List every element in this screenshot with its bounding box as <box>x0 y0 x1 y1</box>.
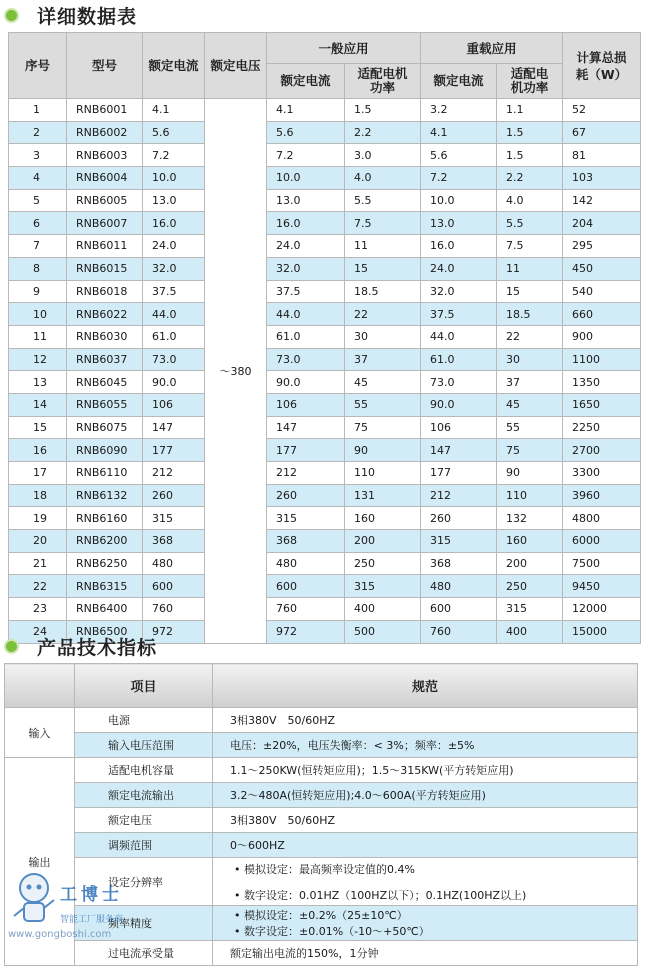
table-cell: 160 <box>497 530 563 553</box>
table-cell: 15 <box>497 280 563 303</box>
table-cell: 3 <box>9 144 67 167</box>
tech-spec-header: 规范 <box>213 664 638 708</box>
table-cell: 16.0 <box>143 212 205 235</box>
table-cell: 22 <box>497 325 563 348</box>
table-cell: 4.1 <box>267 99 345 122</box>
table-cell: 45 <box>497 393 563 416</box>
table-cell: RNB6007 <box>67 212 143 235</box>
table-cell: 260 <box>267 484 345 507</box>
table-cell: RNB6002 <box>67 121 143 144</box>
tech-value: 3相380V 50/60HZ <box>213 708 638 733</box>
table-cell: RNB6018 <box>67 280 143 303</box>
table-cell: RNB6315 <box>67 575 143 598</box>
table-cell: 600 <box>267 575 345 598</box>
table-cell: 7500 <box>563 552 641 575</box>
table-cell: 315 <box>421 530 497 553</box>
table-cell: 37.5 <box>267 280 345 303</box>
table-cell: 540 <box>563 280 641 303</box>
table-cell: 19 <box>9 507 67 530</box>
table-row <box>9 416 641 439</box>
tech-table <box>4 663 638 966</box>
table-cell: RNB6090 <box>67 439 143 462</box>
table-cell: RNB6250 <box>67 552 143 575</box>
tech-item: 调频范围 <box>75 833 213 858</box>
table-row <box>9 167 641 190</box>
table-cell: 4 <box>9 167 67 190</box>
table-cell: 295 <box>563 235 641 258</box>
table-cell: 7.2 <box>143 144 205 167</box>
table-row <box>9 121 641 144</box>
general-power-header: 适配电机功率 <box>345 64 421 99</box>
table-cell: 368 <box>421 552 497 575</box>
tech-item-header: 项目 <box>75 664 213 708</box>
table-cell: 30 <box>497 348 563 371</box>
tech-item: 输入电压范围 <box>75 733 213 758</box>
table-cell: 5.5 <box>345 189 421 212</box>
heavy-current-header: 额定电流 <box>421 64 497 99</box>
table-cell: 44.0 <box>267 303 345 326</box>
table-cell: 5.6 <box>267 121 345 144</box>
watermark-subtitle: 智能工厂服务商 <box>60 915 124 925</box>
table-cell: RNB6132 <box>67 484 143 507</box>
table-row <box>9 462 641 485</box>
general-current-header: 额定电流 <box>267 64 345 99</box>
table-cell: 6000 <box>563 530 641 553</box>
table-row <box>9 393 641 416</box>
watermark-url: www.gongboshi.com <box>8 929 112 940</box>
table-cell: 3960 <box>563 484 641 507</box>
col-loss-header: 计算总损耗（W） <box>563 33 641 99</box>
table-cell: 37 <box>497 371 563 394</box>
table-cell: 1350 <box>563 371 641 394</box>
table-cell: 368 <box>143 530 205 553</box>
table-cell: 600 <box>421 598 497 621</box>
tech-value: 3相380V 50/60HZ <box>213 808 638 833</box>
table-cell: 67 <box>563 121 641 144</box>
table-cell: RNB6030 <box>67 325 143 348</box>
table-cell: 10.0 <box>143 167 205 190</box>
table-cell: RNB6022 <box>67 303 143 326</box>
table-cell: 45 <box>345 371 421 394</box>
table-cell: 110 <box>497 484 563 507</box>
tech-item: 额定电流输出 <box>75 783 213 808</box>
tech-item: 额定电压 <box>75 808 213 833</box>
table-row <box>9 439 641 462</box>
table-cell: RNB6200 <box>67 530 143 553</box>
table-cell: 32.0 <box>267 257 345 280</box>
table-cell: 4.0 <box>497 189 563 212</box>
table-cell: 250 <box>497 575 563 598</box>
table-cell: 400 <box>345 598 421 621</box>
tech-item: 电源 <box>75 708 213 733</box>
table-cell: 204 <box>563 212 641 235</box>
table-cell: 24.0 <box>267 235 345 258</box>
table-cell: RNB6110 <box>67 462 143 485</box>
table-cell: 1.5 <box>497 144 563 167</box>
table-cell: 1.5 <box>345 99 421 122</box>
table-cell: 1650 <box>563 393 641 416</box>
table-cell: 7.5 <box>345 212 421 235</box>
table-cell: 5.6 <box>421 144 497 167</box>
table-cell: 1 <box>9 99 67 122</box>
table-cell: 7.2 <box>267 144 345 167</box>
col-rated-voltage-header: 额定电压 <box>205 33 267 99</box>
table-cell: 14 <box>9 393 67 416</box>
table-cell: 212 <box>143 462 205 485</box>
table-cell: 22 <box>345 303 421 326</box>
col-index-header: 序号 <box>9 33 67 99</box>
table-cell: 480 <box>143 552 205 575</box>
table-cell: 106 <box>421 416 497 439</box>
table-cell: 106 <box>267 393 345 416</box>
table-cell: 1.5 <box>497 121 563 144</box>
table-cell: 4.0 <box>345 167 421 190</box>
table-cell: 32.0 <box>143 257 205 280</box>
table-cell: RNB6004 <box>67 167 143 190</box>
table-cell: 106 <box>143 393 205 416</box>
accuracy-line: • 数字设定：±0.01%（-10～+50℃） <box>230 923 636 939</box>
table-cell: 2.2 <box>497 167 563 190</box>
table-cell: 315 <box>267 507 345 530</box>
table-cell: 600 <box>143 575 205 598</box>
heavy-application-header: 重载应用 <box>421 33 563 64</box>
table-row <box>9 303 641 326</box>
table-cell: 5.5 <box>497 212 563 235</box>
table-cell: 55 <box>345 393 421 416</box>
tech-value <box>213 906 638 941</box>
table-cell: 7.2 <box>421 167 497 190</box>
rated-voltage-cell: ～380 <box>205 99 267 644</box>
table-cell: 212 <box>421 484 497 507</box>
table-cell: 147 <box>267 416 345 439</box>
table-cell: 61.0 <box>421 348 497 371</box>
table-cell: 177 <box>421 462 497 485</box>
table-cell: 24.0 <box>143 235 205 258</box>
table-cell: 760 <box>267 598 345 621</box>
tech-header-blank <box>5 664 75 708</box>
table-cell: 13 <box>9 371 67 394</box>
spec-table-body <box>9 99 641 644</box>
table-cell: 52 <box>563 99 641 122</box>
table-cell: 13.0 <box>267 189 345 212</box>
spec-title-text: 详细数据表 <box>37 5 138 28</box>
table-cell: 37.5 <box>143 280 205 303</box>
table-cell: 260 <box>143 484 205 507</box>
table-row <box>9 507 641 530</box>
tech-value: 1.1～250KW(恒转矩应用)；1.5～315KW(平方转矩应用) <box>213 758 638 783</box>
table-cell: 3300 <box>563 462 641 485</box>
table-cell: 315 <box>143 507 205 530</box>
table-cell: 75 <box>345 416 421 439</box>
table-cell: 73.0 <box>421 371 497 394</box>
table-cell: RNB6500 <box>67 620 143 643</box>
table-cell: 480 <box>421 575 497 598</box>
tech-item: 过电流承受量 <box>75 941 213 966</box>
table-row <box>9 575 641 598</box>
table-cell: 4.1 <box>421 121 497 144</box>
table-cell: 22 <box>9 575 67 598</box>
table-cell: 16 <box>9 439 67 462</box>
table-cell: 5 <box>9 189 67 212</box>
table-cell: RNB6001 <box>67 99 143 122</box>
table-cell: 972 <box>267 620 345 643</box>
table-cell: 30 <box>345 325 421 348</box>
tech-item: 适配电机容量 <box>75 758 213 783</box>
table-cell: 73.0 <box>143 348 205 371</box>
table-cell: 90.0 <box>267 371 345 394</box>
table-cell: 37 <box>345 348 421 371</box>
resolution-line: • 数字设定：0.01HZ（100HZ以下）；0.1HZ(100HZ以上) <box>230 887 636 903</box>
table-cell: 73.0 <box>267 348 345 371</box>
table-row <box>9 257 641 280</box>
heavy-power-header: 适配电机功率 <box>497 64 563 99</box>
table-cell: 15 <box>345 257 421 280</box>
tech-value: 额定输出电流的150%，1分钟 <box>213 941 638 966</box>
table-cell: 4.1 <box>143 99 205 122</box>
table-cell: 7.5 <box>497 235 563 258</box>
table-cell: 17 <box>9 462 67 485</box>
table-cell: 75 <box>497 439 563 462</box>
table-cell: 12 <box>9 348 67 371</box>
bullet-dot-icon <box>4 639 19 654</box>
table-cell: 2700 <box>563 439 641 462</box>
table-row <box>9 280 641 303</box>
table-cell: 10 <box>9 303 67 326</box>
table-cell: 315 <box>497 598 563 621</box>
table-cell: RNB6055 <box>67 393 143 416</box>
table-cell: RNB6005 <box>67 189 143 212</box>
watermark-brand: 工博士 <box>60 885 123 905</box>
table-cell: 1100 <box>563 348 641 371</box>
table-cell: 760 <box>143 598 205 621</box>
table-cell: 972 <box>143 620 205 643</box>
table-cell: 400 <box>497 620 563 643</box>
table-cell: 6 <box>9 212 67 235</box>
table-cell: 147 <box>143 416 205 439</box>
table-cell: 2.2 <box>345 121 421 144</box>
table-cell: 23 <box>9 598 67 621</box>
table-cell: 11 <box>497 257 563 280</box>
table-cell: 2250 <box>563 416 641 439</box>
table-cell: 132 <box>497 507 563 530</box>
table-cell: 260 <box>421 507 497 530</box>
table-cell: RNB6400 <box>67 598 143 621</box>
table-cell: 18.5 <box>497 303 563 326</box>
table-cell: 61.0 <box>267 325 345 348</box>
table-cell: RNB6160 <box>67 507 143 530</box>
table-row <box>9 189 641 212</box>
table-cell: 55 <box>497 416 563 439</box>
table-row <box>9 212 641 235</box>
table-cell: 900 <box>563 325 641 348</box>
table-cell: 3.0 <box>345 144 421 167</box>
table-cell: 24.0 <box>421 257 497 280</box>
table-cell: 131 <box>345 484 421 507</box>
table-row <box>9 484 641 507</box>
tech-value: 0～600HZ <box>213 833 638 858</box>
table-cell: 18.5 <box>345 280 421 303</box>
table-cell: 5.6 <box>143 121 205 144</box>
table-row <box>9 371 641 394</box>
table-row <box>9 598 641 621</box>
table-row <box>9 144 641 167</box>
table-cell: 11 <box>345 235 421 258</box>
table-cell: 9450 <box>563 575 641 598</box>
spec-table <box>8 32 641 644</box>
table-cell: 15000 <box>563 620 641 643</box>
col-rated-current-header: 额定电流 <box>143 33 205 99</box>
table-cell: 480 <box>267 552 345 575</box>
table-cell: 9 <box>9 280 67 303</box>
table-cell: 660 <box>563 303 641 326</box>
table-cell: 4800 <box>563 507 641 530</box>
table-cell: RNB6037 <box>67 348 143 371</box>
table-cell: 500 <box>345 620 421 643</box>
tech-item: 设定分辨率 <box>75 858 213 906</box>
table-cell: 8 <box>9 257 67 280</box>
table-cell: 90.0 <box>143 371 205 394</box>
table-cell: 13.0 <box>421 212 497 235</box>
table-cell: 760 <box>421 620 497 643</box>
table-cell: 212 <box>267 462 345 485</box>
table-cell: 15 <box>9 416 67 439</box>
table-cell: 81 <box>563 144 641 167</box>
table-cell: 16.0 <box>267 212 345 235</box>
col-model-header: 型号 <box>67 33 143 99</box>
table-row <box>9 99 641 122</box>
bullet-dot-icon <box>4 8 19 23</box>
table-cell: 21 <box>9 552 67 575</box>
table-cell: 3.2 <box>421 99 497 122</box>
table-cell: 7 <box>9 235 67 258</box>
table-row <box>9 325 641 348</box>
table-cell: 10.0 <box>267 167 345 190</box>
table-row <box>9 552 641 575</box>
tech-value: 3.2～480A(恒转矩应用);4.0～600A(平方转矩应用) <box>213 783 638 808</box>
table-cell: 2 <box>9 121 67 144</box>
accuracy-line: • 模拟设定：±0.2%（25±10℃） <box>230 907 636 923</box>
table-cell: RNB6015 <box>67 257 143 280</box>
table-cell: 61.0 <box>143 325 205 348</box>
table-cell: RNB6075 <box>67 416 143 439</box>
table-row <box>9 348 641 371</box>
spec-section-title <box>0 0 137 30</box>
tech-title-text: 产品技术指标 <box>37 636 158 659</box>
table-cell: 250 <box>345 552 421 575</box>
table-cell: 44.0 <box>421 325 497 348</box>
table-cell: 10.0 <box>421 189 497 212</box>
tech-value <box>213 858 638 906</box>
table-cell: 368 <box>267 530 345 553</box>
table-cell: 90 <box>497 462 563 485</box>
tech-value: 电压：±20%，电压失衡率：< 3%；频率：±5% <box>213 733 638 758</box>
table-cell: 13.0 <box>143 189 205 212</box>
table-row <box>9 235 641 258</box>
table-cell: 11 <box>9 325 67 348</box>
table-cell: 177 <box>143 439 205 462</box>
table-cell: RNB6045 <box>67 371 143 394</box>
table-cell: 12000 <box>563 598 641 621</box>
resolution-line: • 模拟设定：最高频率设定值的0.4% <box>230 861 636 877</box>
table-cell: 103 <box>563 167 641 190</box>
tech-section-title <box>0 631 157 661</box>
input-group-label: 输入 <box>5 708 75 758</box>
table-cell: RNB6003 <box>67 144 143 167</box>
table-cell: 142 <box>563 189 641 212</box>
table-cell: 90 <box>345 439 421 462</box>
table-cell: 24 <box>9 620 67 643</box>
table-cell: 110 <box>345 462 421 485</box>
table-cell: 177 <box>267 439 345 462</box>
table-cell: 450 <box>563 257 641 280</box>
table-cell: 37.5 <box>421 303 497 326</box>
table-cell: 147 <box>421 439 497 462</box>
table-cell: RNB6011 <box>67 235 143 258</box>
table-cell: 32.0 <box>421 280 497 303</box>
general-application-header: 一般应用 <box>267 33 421 64</box>
table-cell: 16.0 <box>421 235 497 258</box>
output-group-label: 输出 <box>5 758 75 966</box>
table-cell: 20 <box>9 530 67 553</box>
table-cell: 315 <box>345 575 421 598</box>
table-cell: 160 <box>345 507 421 530</box>
table-cell: 200 <box>345 530 421 553</box>
tech-item: 频率精度 <box>75 906 213 941</box>
table-row <box>9 530 641 553</box>
table-cell: 44.0 <box>143 303 205 326</box>
table-cell: 18 <box>9 484 67 507</box>
table-cell: 90.0 <box>421 393 497 416</box>
table-cell: 200 <box>497 552 563 575</box>
table-cell: 1.1 <box>497 99 563 122</box>
